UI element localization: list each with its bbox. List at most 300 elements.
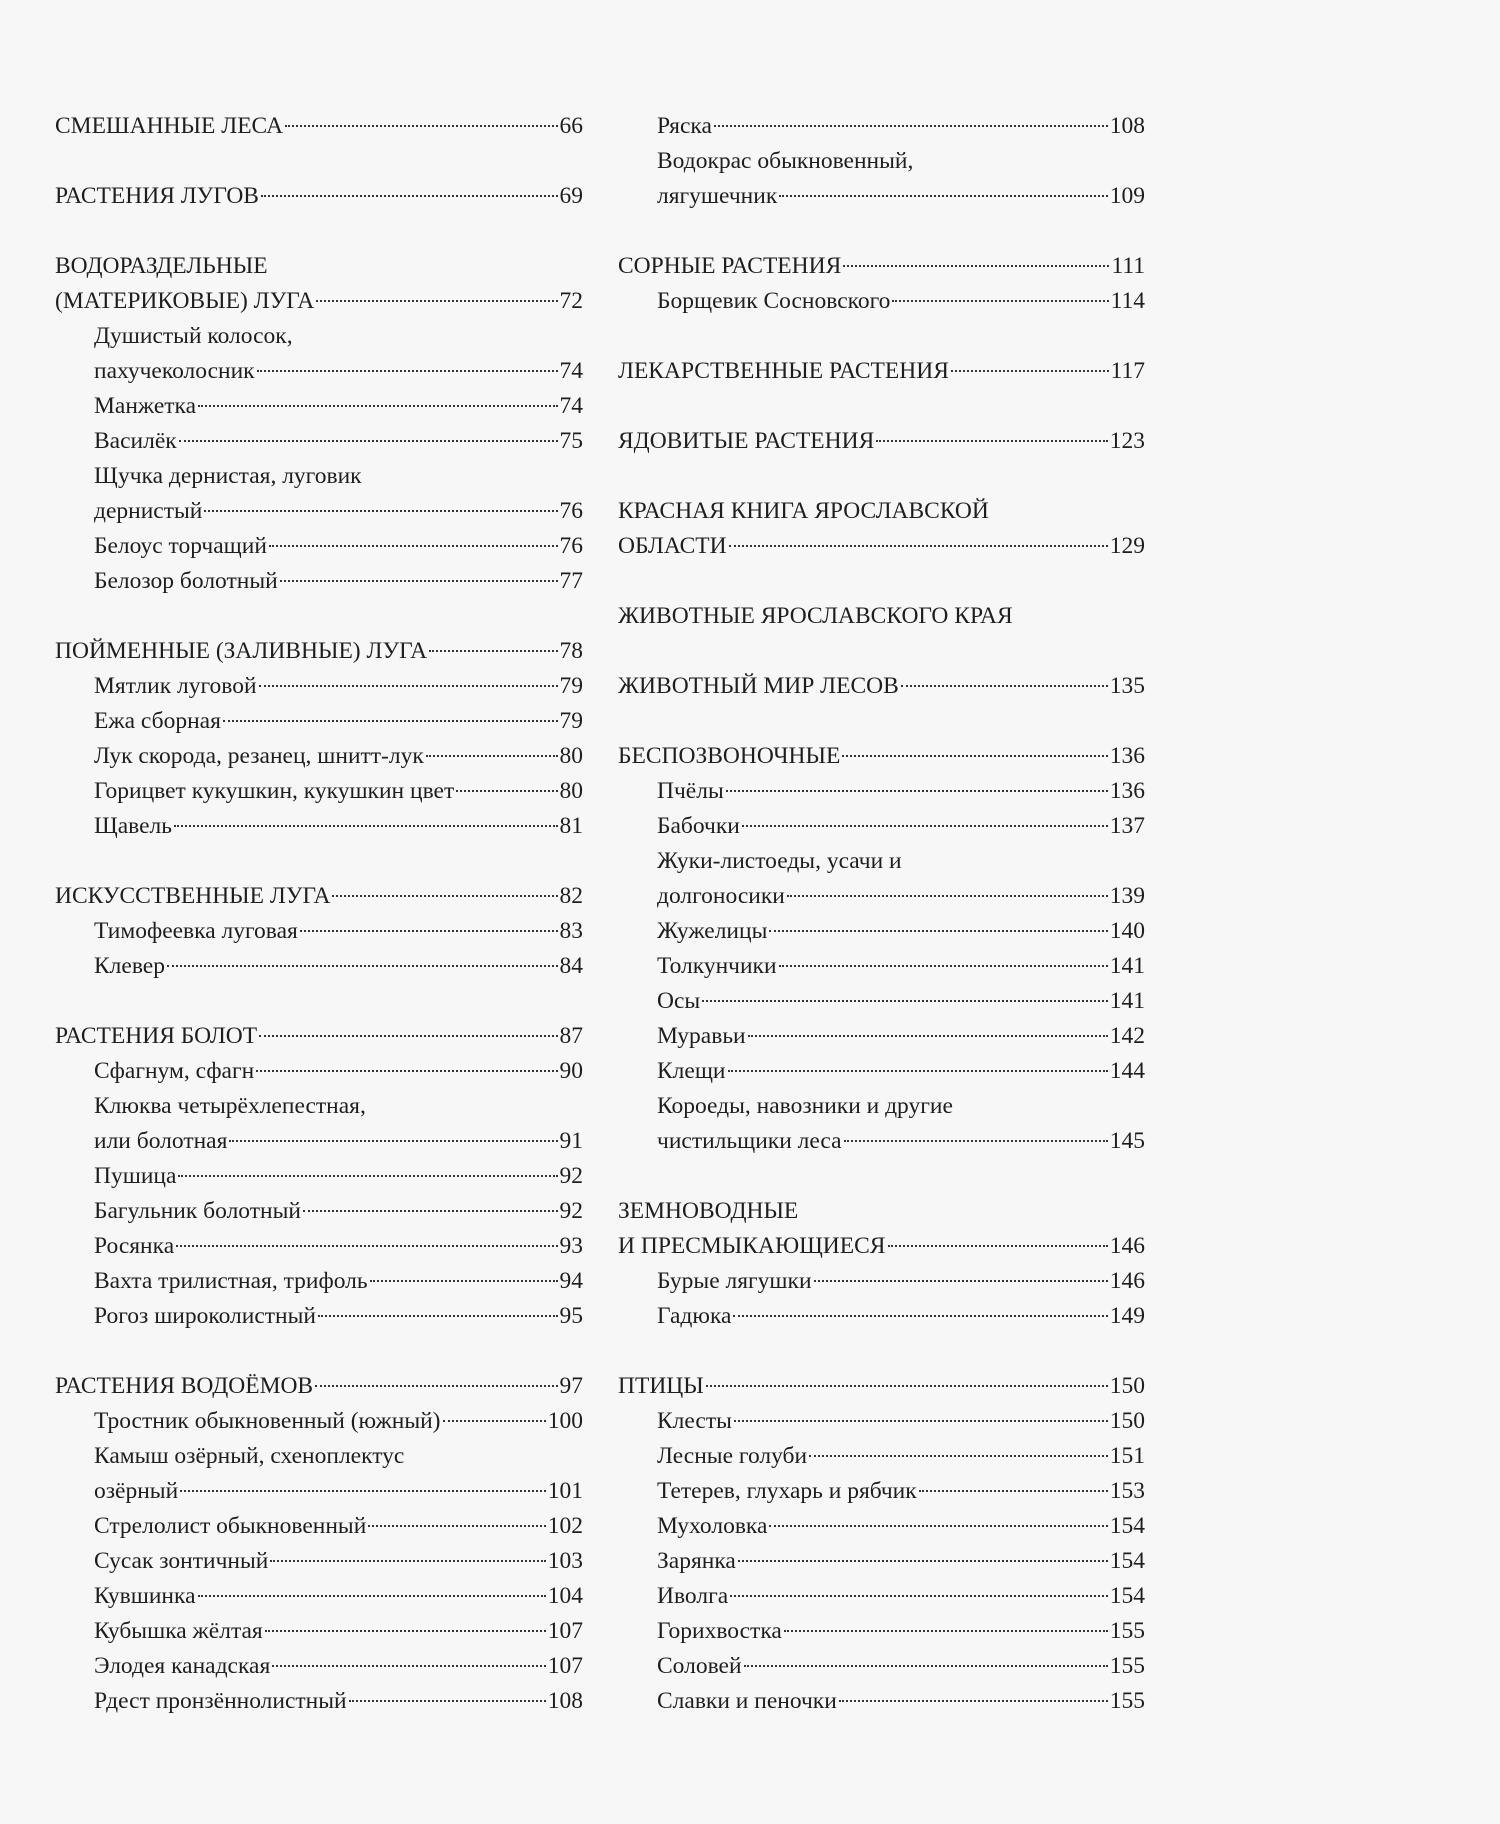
toc-page-number: 135 bbox=[1109, 673, 1145, 699]
dot-leader bbox=[892, 300, 1108, 302]
toc-page-number: 151 bbox=[1109, 1443, 1145, 1469]
section-spacer bbox=[618, 459, 1145, 494]
toc-section-heading[interactable] bbox=[618, 669, 1145, 704]
toc-entry-title: Борщевик Сосновского bbox=[657, 288, 891, 314]
dot-leader bbox=[728, 1070, 1108, 1072]
dot-leader bbox=[769, 1525, 1107, 1527]
toc-page-number: 79 bbox=[559, 673, 583, 699]
toc-entry-title: Клюква четырёхлепестная, bbox=[94, 1093, 366, 1119]
dot-leader bbox=[257, 370, 558, 372]
dot-leader bbox=[702, 1000, 1108, 1002]
toc-page-number: 90 bbox=[559, 1058, 583, 1084]
toc-entry[interactable] bbox=[618, 1684, 1145, 1719]
toc-section-heading[interactable] bbox=[55, 634, 583, 669]
dot-leader bbox=[733, 1315, 1107, 1317]
toc-entry-title: Рдест пронзённолистный bbox=[94, 1688, 347, 1714]
toc-entry bbox=[55, 1439, 583, 1474]
toc-entry-title: Водокрас обыкновенный, bbox=[657, 148, 914, 174]
toc-entry-title: ПОЙМЕННЫЕ (ЗАЛИВНЫЕ) ЛУГА bbox=[55, 638, 428, 664]
toc-entry[interactable] bbox=[618, 1649, 1145, 1684]
toc-section-heading bbox=[618, 1194, 1145, 1229]
toc-entry-title: озёрный bbox=[94, 1478, 179, 1504]
dot-leader bbox=[779, 965, 1108, 967]
toc-entry-title: И ПРЕСМЫКАЮЩИЕСЯ bbox=[618, 1233, 886, 1259]
toc-entry[interactable] bbox=[55, 494, 583, 529]
toc-entry-title: Жужелицы bbox=[657, 918, 768, 944]
toc-entry-title: ЗЕМНОВОДНЫЕ bbox=[618, 1198, 799, 1224]
toc-page-number: 87 bbox=[559, 1023, 583, 1049]
toc-page-number: 136 bbox=[1109, 743, 1145, 769]
toc-page-number: 109 bbox=[1109, 183, 1145, 209]
toc-entry[interactable] bbox=[55, 1229, 583, 1264]
section-spacer bbox=[618, 389, 1145, 424]
dot-leader bbox=[888, 1245, 1108, 1247]
toc-page-number: 154 bbox=[1109, 1513, 1145, 1539]
dot-leader bbox=[270, 1560, 545, 1562]
toc-page-number: 82 bbox=[559, 883, 583, 909]
toc-page-number: 101 bbox=[547, 1478, 583, 1504]
toc-entry[interactable] bbox=[55, 1614, 583, 1649]
dot-leader bbox=[443, 1420, 546, 1422]
toc-entry-title: СОРНЫЕ РАСТЕНИЯ bbox=[618, 253, 842, 279]
toc-entry-title: Кубышка жёлтая bbox=[94, 1618, 263, 1644]
toc-entry[interactable] bbox=[55, 1474, 583, 1509]
dot-leader bbox=[176, 1245, 557, 1247]
dot-leader bbox=[259, 1035, 557, 1037]
toc-entry[interactable] bbox=[55, 1579, 583, 1614]
toc-entry[interactable] bbox=[618, 1019, 1145, 1054]
toc-entry-title: РАСТЕНИЯ ЛУГОВ bbox=[55, 183, 259, 209]
toc-page-number: 83 bbox=[559, 918, 583, 944]
dot-leader bbox=[769, 930, 1107, 932]
dot-leader bbox=[876, 440, 1107, 442]
toc-entry[interactable] bbox=[55, 949, 583, 984]
toc-page-number: 103 bbox=[547, 1548, 583, 1574]
dot-leader bbox=[370, 1280, 558, 1282]
dot-leader bbox=[316, 300, 557, 302]
toc-page-number: 150 bbox=[1109, 1373, 1145, 1399]
toc-page-number: 136 bbox=[1109, 778, 1145, 804]
toc-entry[interactable] bbox=[618, 1579, 1145, 1614]
toc-page-number: 149 bbox=[1109, 1303, 1145, 1329]
toc-entry-title: Иволга bbox=[657, 1583, 729, 1609]
dot-leader bbox=[429, 650, 557, 652]
section-spacer bbox=[55, 1334, 583, 1369]
dot-leader bbox=[179, 440, 558, 442]
dot-leader bbox=[223, 720, 558, 722]
toc-page-number: 76 bbox=[559, 498, 583, 524]
toc-entry-title: Пушица bbox=[94, 1163, 177, 1189]
toc-entry-title: Мухоловка bbox=[657, 1513, 768, 1539]
toc-page-number: 123 bbox=[1109, 428, 1145, 454]
toc-section-heading[interactable] bbox=[618, 354, 1145, 389]
dot-leader bbox=[300, 930, 558, 932]
toc-entry-title: Соловей bbox=[657, 1653, 742, 1679]
toc-entry-title: ЛЕКАРСТВЕННЫЕ РАСТЕНИЯ bbox=[618, 358, 949, 384]
toc-page-number: 81 bbox=[559, 813, 583, 839]
toc-section-heading bbox=[618, 494, 1145, 529]
toc-page-number: 69 bbox=[559, 183, 583, 209]
toc-entry[interactable] bbox=[55, 1194, 583, 1229]
toc-entry-title: Лук скорода, резанец, шнитт-лук bbox=[94, 743, 424, 769]
dot-leader bbox=[167, 965, 558, 967]
toc-entry-title: Лесные голуби bbox=[657, 1443, 808, 1469]
dot-leader bbox=[742, 825, 1108, 827]
toc-entry[interactable] bbox=[618, 914, 1145, 949]
section-spacer bbox=[55, 214, 583, 249]
toc-entry-title: Гадюка bbox=[657, 1303, 732, 1329]
toc-page-number: 117 bbox=[1110, 358, 1145, 384]
toc-entry bbox=[55, 459, 583, 494]
toc-entry-title: (МАТЕРИКОВЫЕ) ЛУГА bbox=[55, 288, 315, 314]
toc-page-number: 155 bbox=[1109, 1618, 1145, 1644]
toc-section-heading[interactable] bbox=[618, 529, 1145, 564]
dot-leader bbox=[787, 895, 1108, 897]
section-spacer bbox=[55, 599, 583, 634]
dot-leader bbox=[779, 195, 1107, 197]
toc-entry[interactable] bbox=[55, 1264, 583, 1299]
section-spacer bbox=[55, 984, 583, 1019]
toc-entry[interactable] bbox=[618, 1124, 1145, 1159]
toc-section-heading[interactable] bbox=[618, 1229, 1145, 1264]
dot-leader bbox=[706, 1385, 1108, 1387]
toc-entry[interactable] bbox=[618, 1054, 1145, 1089]
toc-entry-title: ЖИВОТНЫЕ ЯРОСЛАВСКОГО КРАЯ bbox=[618, 603, 1013, 629]
toc-page-number: 75 bbox=[559, 428, 583, 454]
toc-section-heading[interactable] bbox=[618, 424, 1145, 459]
toc-entry[interactable] bbox=[618, 1439, 1145, 1474]
toc-entry-title: СМЕШАННЫЕ ЛЕСА bbox=[55, 113, 284, 139]
toc-entry-title: Муравьи bbox=[657, 1023, 746, 1049]
toc-entry-title: Щавель bbox=[94, 813, 172, 839]
toc-page-number: 129 bbox=[1109, 533, 1145, 559]
toc-entry-title: Горихвостка bbox=[657, 1618, 782, 1644]
toc-section-heading[interactable] bbox=[55, 284, 583, 319]
toc-section-heading[interactable] bbox=[55, 179, 583, 214]
toc-entry[interactable] bbox=[618, 774, 1145, 809]
toc-entry[interactable] bbox=[55, 774, 583, 809]
toc-entry-title: Багульник болотный bbox=[94, 1198, 301, 1224]
toc-entry-title: Элодея канадская bbox=[94, 1653, 271, 1679]
toc-entry-title: Горицвет кукушкин, кукушкин цвет bbox=[94, 778, 455, 804]
toc-entry-title: ЖИВОТНЫЙ МИР ЛЕСОВ bbox=[618, 673, 899, 699]
toc-entry-title: Клесты bbox=[657, 1408, 732, 1434]
toc-entry-title: Жуки-листоеды, усачи и bbox=[657, 848, 902, 874]
toc-left-column bbox=[55, 109, 583, 1719]
dot-leader bbox=[744, 1665, 1108, 1667]
toc-entry-title: Сусак зонтичный bbox=[94, 1548, 269, 1574]
toc-section-heading bbox=[618, 599, 1145, 634]
toc-entry-title: Бабочки bbox=[657, 813, 740, 839]
dot-leader bbox=[229, 1140, 557, 1142]
dot-leader bbox=[174, 825, 558, 827]
dot-leader bbox=[265, 1630, 546, 1632]
toc-entry-title: ПТИЦЫ bbox=[618, 1373, 704, 1399]
section-spacer bbox=[618, 564, 1145, 599]
toc-entry-title: БЕСПОЗВОНОЧНЫЕ bbox=[618, 743, 841, 769]
toc-entry-title: ЯДОВИТЫЕ РАСТЕНИЯ bbox=[618, 428, 875, 454]
toc-entry[interactable] bbox=[618, 284, 1145, 319]
section-spacer bbox=[618, 214, 1145, 249]
toc-section-heading[interactable] bbox=[55, 1369, 583, 1404]
toc-page-number: 92 bbox=[559, 1198, 583, 1224]
dot-leader bbox=[842, 755, 1107, 757]
toc-entry-title: долгоносики bbox=[657, 883, 785, 909]
toc-entry-title: лягушечник bbox=[657, 183, 778, 209]
toc-entry-title: КРАСНАЯ КНИГА ЯРОСЛАВСКОЙ bbox=[618, 498, 989, 524]
toc-entry-title: Манжетка bbox=[94, 393, 197, 419]
toc-page-number: 141 bbox=[1109, 953, 1145, 979]
toc-page-number: 146 bbox=[1109, 1233, 1145, 1259]
toc-entry-title: Душистый колосок, bbox=[94, 323, 293, 349]
toc-entry-title: Рогоз широколистный bbox=[94, 1303, 316, 1329]
dot-leader bbox=[280, 580, 558, 582]
dot-leader bbox=[285, 125, 557, 127]
toc-page-number: 155 bbox=[1109, 1653, 1145, 1679]
toc-entry[interactable] bbox=[55, 1684, 583, 1719]
toc-entry-title: Ежа сборная bbox=[94, 708, 221, 734]
dot-leader bbox=[180, 1490, 546, 1492]
toc-page-number: 142 bbox=[1109, 1023, 1145, 1049]
section-spacer bbox=[55, 144, 583, 179]
dot-leader bbox=[269, 545, 558, 547]
toc-section-heading[interactable] bbox=[55, 109, 583, 144]
toc-entry-title: Клещи bbox=[657, 1058, 726, 1084]
toc-page-number: 146 bbox=[1109, 1268, 1145, 1294]
toc-entry-title: Зарянка bbox=[657, 1548, 736, 1574]
toc-entry[interactable] bbox=[55, 914, 583, 949]
toc-entry-title: Короеды, навозники и другие bbox=[657, 1093, 953, 1119]
toc-page-number: 97 bbox=[559, 1373, 583, 1399]
toc-entry[interactable] bbox=[618, 809, 1145, 844]
toc-entry-title: ВОДОРАЗДЕЛЬНЫЕ bbox=[55, 253, 268, 279]
toc-entry[interactable] bbox=[618, 879, 1145, 914]
toc-page-number: 107 bbox=[547, 1653, 583, 1679]
toc-entry-title: РАСТЕНИЯ БОЛОТ bbox=[55, 1023, 258, 1049]
toc-entry[interactable] bbox=[618, 1474, 1145, 1509]
toc-entry[interactable] bbox=[618, 1614, 1145, 1649]
toc-page-number: 93 bbox=[559, 1233, 583, 1259]
toc-entry[interactable] bbox=[618, 1544, 1145, 1579]
toc-page-number: 108 bbox=[1109, 113, 1145, 139]
toc-page-number: 144 bbox=[1109, 1058, 1145, 1084]
toc-entry[interactable] bbox=[55, 1509, 583, 1544]
toc-entry-title: Тетерев, глухарь и рябчик bbox=[657, 1478, 917, 1504]
toc-entry-title: Кувшинка bbox=[94, 1583, 196, 1609]
dot-leader bbox=[456, 790, 557, 792]
toc-entry[interactable] bbox=[55, 809, 583, 844]
toc-entry[interactable] bbox=[618, 1299, 1145, 1334]
toc-page-number: 153 bbox=[1109, 1478, 1145, 1504]
toc-entry[interactable] bbox=[55, 704, 583, 739]
toc-entry[interactable] bbox=[55, 1649, 583, 1684]
toc-entry[interactable] bbox=[618, 109, 1145, 144]
dot-leader bbox=[332, 895, 557, 897]
toc-entry[interactable] bbox=[618, 949, 1145, 984]
dot-leader bbox=[729, 545, 1108, 547]
dot-leader bbox=[303, 1210, 558, 1212]
dot-leader bbox=[259, 685, 558, 687]
toc-section-heading[interactable] bbox=[55, 879, 583, 914]
toc-entry bbox=[618, 844, 1145, 879]
toc-entry-title: Белоус торчащий bbox=[94, 533, 267, 559]
toc-page-number: 102 bbox=[547, 1513, 583, 1539]
toc-page-number: 80 bbox=[559, 778, 583, 804]
toc-entry-title: Пчёлы bbox=[657, 778, 724, 804]
dot-leader bbox=[726, 790, 1108, 792]
toc-page-number: 72 bbox=[559, 288, 583, 314]
toc-entry[interactable] bbox=[55, 564, 583, 599]
toc-entry[interactable] bbox=[55, 669, 583, 704]
toc-entry-title: Клевер bbox=[94, 953, 165, 979]
section-spacer bbox=[618, 319, 1145, 354]
dot-leader bbox=[734, 1420, 1108, 1422]
section-spacer bbox=[55, 844, 583, 879]
toc-entry-title: или болотная bbox=[94, 1128, 228, 1154]
toc-entry-title: Тимофеевка луговая bbox=[94, 918, 298, 944]
toc-entry[interactable] bbox=[55, 1159, 583, 1194]
dot-leader bbox=[198, 405, 557, 407]
dot-leader bbox=[919, 1490, 1108, 1492]
toc-page-number: 78 bbox=[559, 638, 583, 664]
toc-entry[interactable] bbox=[55, 424, 583, 459]
toc-page-number: 74 bbox=[559, 393, 583, 419]
toc-page-number: 100 bbox=[547, 1408, 583, 1434]
dot-leader bbox=[951, 370, 1109, 372]
toc-page-number: 66 bbox=[559, 113, 583, 139]
toc-entry bbox=[55, 319, 583, 354]
toc-entry-title: Василёк bbox=[94, 428, 177, 454]
toc-entry-title: Щучка дернистая, луговик bbox=[94, 463, 362, 489]
toc-entry-title: пахучеколосник bbox=[94, 358, 255, 384]
dot-leader bbox=[738, 1560, 1108, 1562]
toc-entry[interactable] bbox=[618, 984, 1145, 1019]
toc-page-number: 154 bbox=[1109, 1583, 1145, 1609]
dot-leader bbox=[204, 510, 557, 512]
toc-entry[interactable] bbox=[55, 1124, 583, 1159]
dot-leader bbox=[198, 1595, 546, 1597]
toc-entry[interactable] bbox=[618, 1264, 1145, 1299]
dot-leader bbox=[272, 1665, 545, 1667]
toc-entry[interactable] bbox=[55, 1544, 583, 1579]
toc-page-number: 150 bbox=[1109, 1408, 1145, 1434]
toc-entry-title: Толкунчики bbox=[657, 953, 777, 979]
toc-entry bbox=[55, 1089, 583, 1124]
dot-leader bbox=[261, 195, 558, 197]
dot-leader bbox=[901, 685, 1108, 687]
dot-leader bbox=[839, 1700, 1108, 1702]
toc-page-number: 80 bbox=[559, 743, 583, 769]
toc-entry-title: РАСТЕНИЯ ВОДОЁМОВ bbox=[55, 1373, 314, 1399]
section-spacer bbox=[618, 704, 1145, 739]
toc-right-column bbox=[618, 109, 1145, 1719]
toc-entry-title: Славки и пеночки bbox=[657, 1688, 837, 1714]
dot-leader bbox=[784, 1630, 1108, 1632]
toc-page-number: 154 bbox=[1109, 1548, 1145, 1574]
toc-page-number: 79 bbox=[559, 708, 583, 734]
toc-entry[interactable] bbox=[55, 529, 583, 564]
toc-entry-title: ИСКУССТВЕННЫЕ ЛУГА bbox=[55, 883, 331, 909]
dot-leader bbox=[349, 1700, 546, 1702]
toc-page-number: 92 bbox=[559, 1163, 583, 1189]
toc-page-number: 104 bbox=[547, 1583, 583, 1609]
toc-entry-title: чистильщики леса bbox=[657, 1128, 842, 1154]
toc-entry-title: дернистый bbox=[94, 498, 203, 524]
toc-entry-title: Тростник обыкновенный (южный) bbox=[94, 1408, 441, 1434]
toc-page-number: 91 bbox=[559, 1128, 583, 1154]
toc-entry-title: ОБЛАСТИ bbox=[618, 533, 727, 559]
dot-leader bbox=[809, 1455, 1108, 1457]
dot-leader bbox=[814, 1280, 1108, 1282]
toc-entry-title: Мятлик луговой bbox=[94, 673, 257, 699]
toc-page-number: 140 bbox=[1109, 918, 1145, 944]
dot-leader bbox=[318, 1315, 558, 1317]
toc-entry-title: Осы bbox=[657, 988, 701, 1014]
toc-entry-title: Росянка bbox=[94, 1233, 175, 1259]
dot-leader bbox=[748, 1035, 1108, 1037]
toc-page-number: 108 bbox=[547, 1688, 583, 1714]
toc-section-heading[interactable] bbox=[618, 739, 1145, 774]
toc-page-number: 137 bbox=[1109, 813, 1145, 839]
toc-page-number: 74 bbox=[559, 358, 583, 384]
toc-page-number: 107 bbox=[547, 1618, 583, 1644]
toc-page-number: 77 bbox=[559, 568, 583, 594]
toc-entry-title: Сфагнум, сфагн bbox=[94, 1058, 255, 1084]
dot-leader bbox=[256, 1070, 557, 1072]
dot-leader bbox=[426, 755, 558, 757]
toc-entry[interactable] bbox=[55, 739, 583, 774]
toc-section-heading bbox=[55, 249, 583, 284]
toc-section-heading[interactable] bbox=[618, 249, 1145, 284]
toc-page-number: 139 bbox=[1109, 883, 1145, 909]
toc-section-heading[interactable] bbox=[618, 1369, 1145, 1404]
toc-page-number: 145 bbox=[1109, 1128, 1145, 1154]
toc-page-number: 84 bbox=[559, 953, 583, 979]
toc-section-heading[interactable] bbox=[55, 1019, 583, 1054]
dot-leader bbox=[730, 1595, 1108, 1597]
toc-entry[interactable] bbox=[55, 389, 583, 424]
toc-entry-title: Бурые лягушки bbox=[657, 1268, 812, 1294]
toc-entry[interactable] bbox=[618, 1404, 1145, 1439]
toc-page-number: 76 bbox=[559, 533, 583, 559]
dot-leader bbox=[843, 265, 1109, 267]
toc-entry[interactable] bbox=[55, 354, 583, 389]
section-spacer bbox=[618, 1334, 1145, 1369]
toc-page-number: 114 bbox=[1110, 288, 1145, 314]
toc-entry[interactable] bbox=[55, 1054, 583, 1089]
dot-leader bbox=[844, 1140, 1108, 1142]
toc-entry-title: Белозор болотный bbox=[94, 568, 278, 594]
toc-page-number: 155 bbox=[1109, 1688, 1145, 1714]
section-spacer bbox=[618, 634, 1145, 669]
toc-entry-title: Камыш озёрный, схеноплектус bbox=[94, 1443, 405, 1469]
toc-entry[interactable] bbox=[618, 1509, 1145, 1544]
toc-entry[interactable] bbox=[618, 179, 1145, 214]
toc-page-number: 141 bbox=[1109, 988, 1145, 1014]
toc-entry bbox=[618, 1089, 1145, 1124]
toc-entry-title: Вахта трилистная, трифоль bbox=[94, 1268, 368, 1294]
toc-entry-title: Стрелолист обыкновенный bbox=[94, 1513, 367, 1539]
dot-leader bbox=[178, 1175, 557, 1177]
toc-entry[interactable] bbox=[55, 1404, 583, 1439]
toc-page-number: 94 bbox=[559, 1268, 583, 1294]
section-spacer bbox=[618, 1159, 1145, 1194]
toc-entry bbox=[618, 144, 1145, 179]
toc-page-number: 95 bbox=[559, 1303, 583, 1329]
dot-leader bbox=[368, 1525, 545, 1527]
dot-leader bbox=[714, 125, 1108, 127]
toc-entry[interactable] bbox=[55, 1299, 583, 1334]
